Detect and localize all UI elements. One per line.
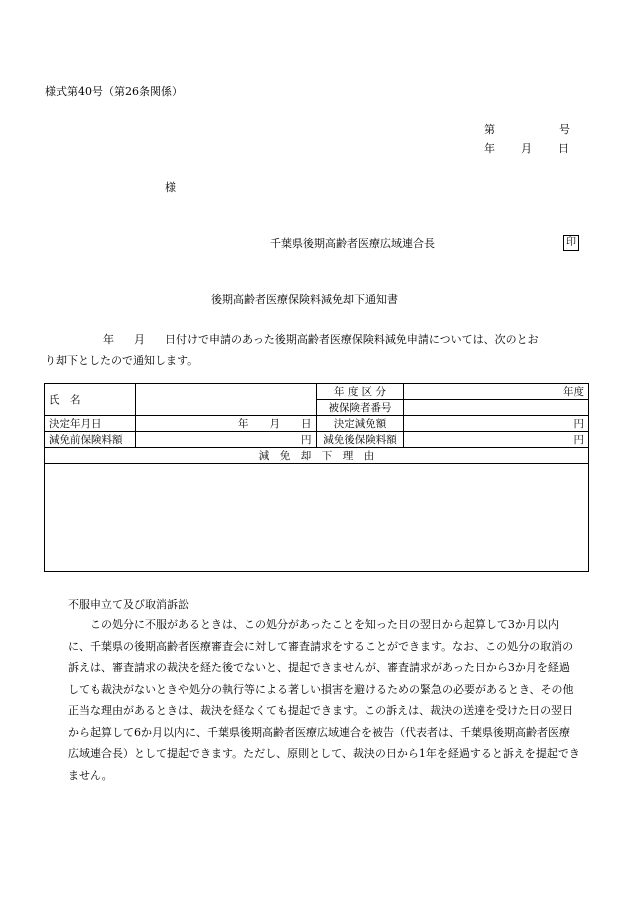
reason-header: 減 免 却 下 理 由 bbox=[45, 448, 589, 464]
reduction-amount-yen: 円 bbox=[404, 416, 589, 432]
premium-after-yen: 円 bbox=[404, 432, 589, 448]
form-number: 様式第40号（第26条関係） bbox=[45, 85, 183, 98]
document-title: 後期高齢者医療保険料減免却下通知書 bbox=[211, 293, 398, 306]
date-day: 日 bbox=[558, 142, 569, 155]
insured-number-label: 被保険者番号 bbox=[316, 400, 404, 416]
appeal-text-content: この処分に不服があるときは、この処分があったことを知った日の翌日から起算して3か月以内に、千葉県の後期高齢者医療審査会に対して審査請求をすることができます。なお、この処分の取消の訴えは、審査請求の裁決を経た後でないと、提起できませんが、審査請求があった日から3か月を経過しても裁決がないときや処分の執行等による著しい損害を避けるための緊急の必要があるとき、その他正当な理由があるときは、裁決を経なくても提起できます。この訴えは、裁決の送達を受けた日の翌日から起算して6か月以内に、千葉県後期高齢者医療広域連合を被告（代表者は、千葉県後期高齢者医療広域連合長）として提起できます。ただし、原則として、裁決の日から1年を経過すると訴えを提起できません。 bbox=[68, 618, 580, 782]
issuer-name: 千葉県後期高齢者医療広域連合長 bbox=[270, 237, 435, 250]
premium-before-label: 減免前保険料額 bbox=[45, 432, 136, 448]
fiscal-year-value: 年度 bbox=[404, 384, 589, 400]
body-month: 月 bbox=[134, 333, 145, 346]
seal-stamp: 印 bbox=[563, 235, 579, 251]
number-prefix: 第 bbox=[484, 123, 495, 136]
fiscal-year-label: 年 度 区 分 bbox=[316, 384, 404, 400]
insured-number-value bbox=[404, 400, 589, 416]
body-year: 年 bbox=[103, 333, 114, 346]
decision-date-label: 決定年月日 bbox=[45, 416, 136, 432]
premium-before-yen: 円 bbox=[135, 432, 316, 448]
addressee-suffix: 様 bbox=[165, 181, 176, 194]
appeal-title: 不服申立て及び取消訴訟 bbox=[68, 598, 189, 611]
number-suffix: 号 bbox=[559, 123, 570, 136]
issue-date-line bbox=[484, 142, 569, 156]
decision-info-table bbox=[44, 383, 589, 572]
date-month: 月 bbox=[521, 142, 532, 155]
name-value bbox=[135, 384, 316, 416]
body-text-1: 日付けで申請のあった後期高齢者医療保険料減免申請については、次のとお bbox=[165, 333, 539, 346]
document-number-line bbox=[484, 123, 570, 137]
premium-after-label: 減免後保険料額 bbox=[316, 432, 404, 448]
notice-body bbox=[45, 329, 585, 371]
reduction-amount-label: 決定減免額 bbox=[316, 416, 404, 432]
name-label: 氏 名 bbox=[45, 384, 136, 416]
appeal-text bbox=[68, 614, 580, 786]
decision-date-value: 年 月 日 bbox=[135, 416, 316, 432]
date-year: 年 bbox=[484, 142, 495, 155]
body-text-2: り却下としたので通知します。 bbox=[45, 354, 199, 367]
reason-body bbox=[45, 464, 589, 572]
